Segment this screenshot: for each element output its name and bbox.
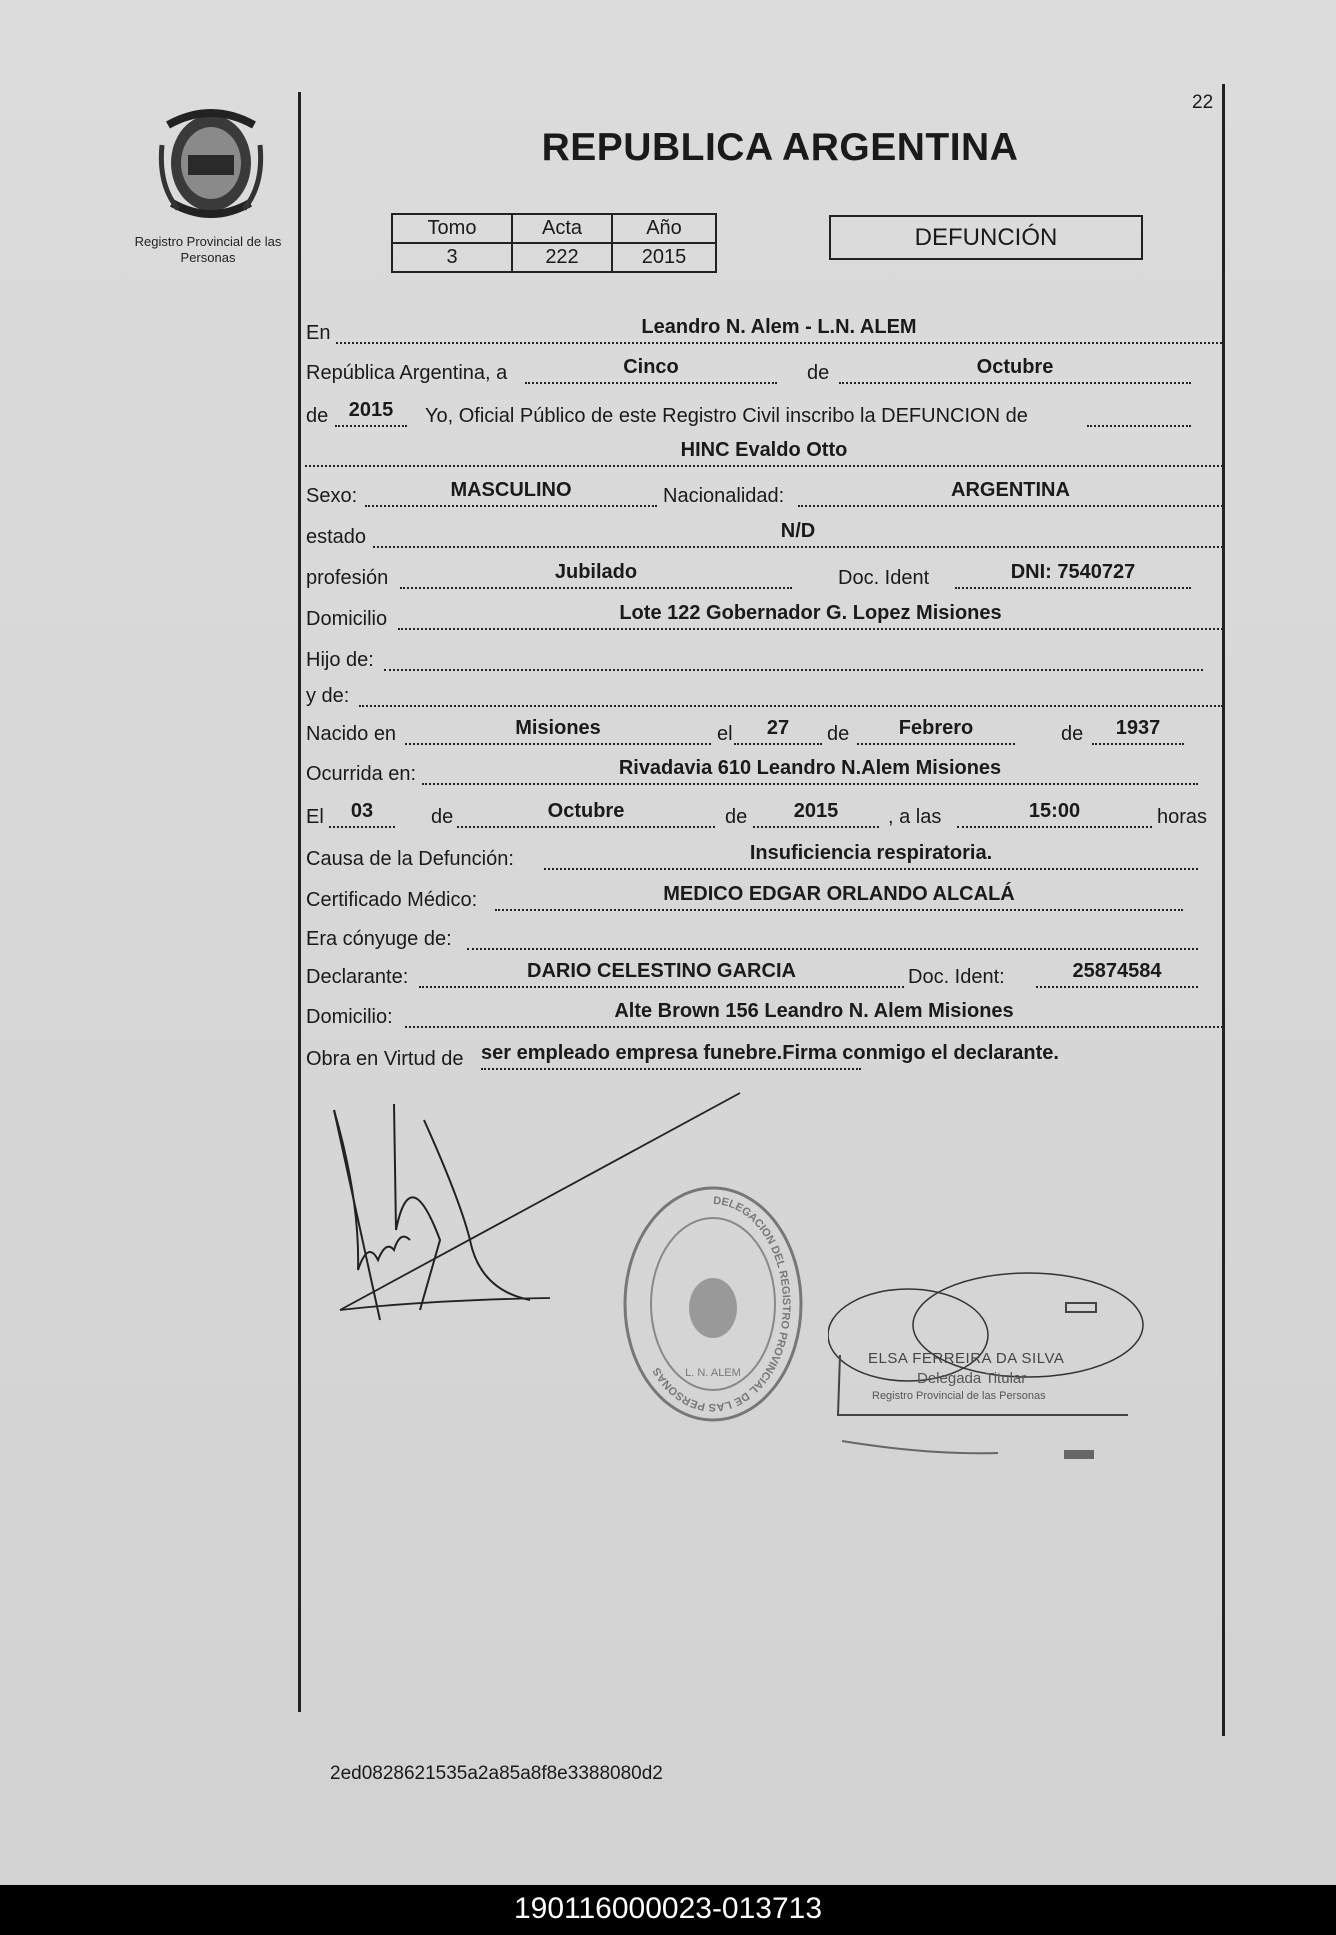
decl-doc-field: 25874584 xyxy=(1036,960,1198,988)
decl-domicilio-label: Domicilio: xyxy=(306,1006,393,1028)
oficial-text: Yo, Oficial Público de este Registro Civil inscribo la DEFUNCION de xyxy=(425,405,1028,427)
nac-anio-field: 1937 xyxy=(1092,717,1184,745)
barcode-number: 190116000023-013713 xyxy=(513,1892,823,1925)
horas-label: horas xyxy=(1157,806,1208,828)
conyuge-label: Era cónyuge de: xyxy=(306,928,452,950)
registry-table xyxy=(391,213,717,273)
hijo-label: Hijo de: xyxy=(306,649,374,671)
doc-ident-label: Doc. Ident xyxy=(838,567,930,589)
oficial-blank xyxy=(1087,399,1191,427)
conyuge-field xyxy=(467,922,1198,950)
de-label-2: de xyxy=(306,405,329,427)
def-mes-field: Octubre xyxy=(457,800,715,828)
sexo-label: Sexo: xyxy=(306,485,358,507)
tomo-value: 3 xyxy=(392,243,512,272)
certificado-field: MEDICO EDGAR ORLANDO ALCALÁ xyxy=(495,883,1183,911)
nacido-label: Nacido en xyxy=(306,723,397,745)
dia-texto-field: Cinco xyxy=(525,356,777,384)
province-coat-of-arms-logo xyxy=(158,105,264,221)
def-dia-field: 03 xyxy=(329,800,395,828)
page-number: 22 xyxy=(1192,92,1214,113)
decl-doc-label: Doc. Ident: xyxy=(908,966,1005,988)
obra-field: ser empleado empresa funebre.Firma conmigo el declarante. xyxy=(481,1042,861,1070)
anio-header: Año xyxy=(612,214,716,243)
republica-label: República Argentina, a xyxy=(306,362,508,384)
lugar-field: Leandro N. Alem - L.N. ALEM xyxy=(336,316,1222,344)
acta-value: 222 xyxy=(512,243,612,272)
seal-ring-text: DELEGACION DEL REGISTRO PROVINCIAL DE LAS PERSONAS xyxy=(650,1194,792,1414)
ocurrida-label: Ocurrida en: xyxy=(306,763,417,785)
de-label-3: de xyxy=(827,723,850,745)
alas-label: , a las xyxy=(888,806,942,828)
def-hora-field: 15:00 xyxy=(957,800,1152,828)
y-de-field xyxy=(359,679,1223,707)
declarante-label: Declarante: xyxy=(306,966,409,988)
certificado-label: Certificado Médico: xyxy=(306,889,478,911)
de-label-5: de xyxy=(431,806,454,828)
profesion-field: Jubilado xyxy=(400,561,792,589)
domicilio-label: Domicilio xyxy=(306,608,388,630)
declarante-field: DARIO CELESTINO GARCIA xyxy=(419,960,904,988)
logo-caption: Registro Provincial de las Personas xyxy=(134,234,282,265)
nac-mes-field: Febrero xyxy=(857,717,1015,745)
doc-ident-field: DNI: 7540727 xyxy=(955,561,1191,589)
stamp-role: Delegada Titular xyxy=(917,1370,1027,1387)
def-anio-field: 2015 xyxy=(753,800,879,828)
de-label-6: de xyxy=(725,806,748,828)
nacionalidad-label: Nacionalidad: xyxy=(663,485,785,507)
act-type-box: DEFUNCIÓN xyxy=(829,215,1143,260)
profesion-label: profesión xyxy=(306,567,389,589)
sexo-field: MASCULINO xyxy=(365,479,657,507)
left-margin-line xyxy=(298,92,301,1712)
decl-domicilio-field: Alte Brown 156 Leandro N. Alem Misiones xyxy=(405,1000,1223,1028)
acta-header: Acta xyxy=(512,214,612,243)
de-label-4: de xyxy=(1061,723,1084,745)
de-label: de xyxy=(807,362,830,384)
nacionalidad-field: ARGENTINA xyxy=(798,479,1223,507)
domicilio-field: Lote 122 Gobernador G. Lopez Misiones xyxy=(398,602,1223,630)
document-hash: 2ed0828621535a2a85a8f8e3388080d2 xyxy=(330,1763,663,1784)
stamp-org: Registro Provincial de las Personas xyxy=(872,1390,1046,1402)
anio-value: 2015 xyxy=(612,243,716,272)
seal-center-text: L. N. ALEM xyxy=(685,1367,741,1379)
country-title: REPUBLICA ARGENTINA xyxy=(541,126,1019,169)
nacido-lugar-field: Misiones xyxy=(405,717,711,745)
anio-field: 2015 xyxy=(335,399,407,427)
estado-label: estado xyxy=(306,526,367,548)
nombre-field: HINC Evaldo Otto xyxy=(305,439,1223,467)
registry-seal xyxy=(618,1180,808,1445)
ocurrida-field: Rivadavia 610 Leandro N.Alem Misiones xyxy=(422,757,1198,785)
en-label: En xyxy=(306,322,331,344)
tomo-header: Tomo xyxy=(392,214,512,243)
hijo-field xyxy=(384,643,1203,671)
causa-field: Insuficiencia respiratoria. xyxy=(544,842,1198,870)
estado-field: N/D xyxy=(373,520,1223,548)
stamp-name: ELSA FERREIRA DA SILVA xyxy=(868,1350,1065,1367)
causa-label: Causa de la Defunción: xyxy=(306,848,514,870)
obra-label: Obra en Virtud de xyxy=(306,1048,464,1070)
nac-dia-field: 27 xyxy=(734,717,822,745)
right-margin-line xyxy=(1222,84,1225,1736)
el-label: el xyxy=(717,723,733,745)
el-label-2: El xyxy=(306,806,324,828)
y-de-label: y de: xyxy=(306,685,350,707)
mes-field: Octubre xyxy=(839,356,1191,384)
